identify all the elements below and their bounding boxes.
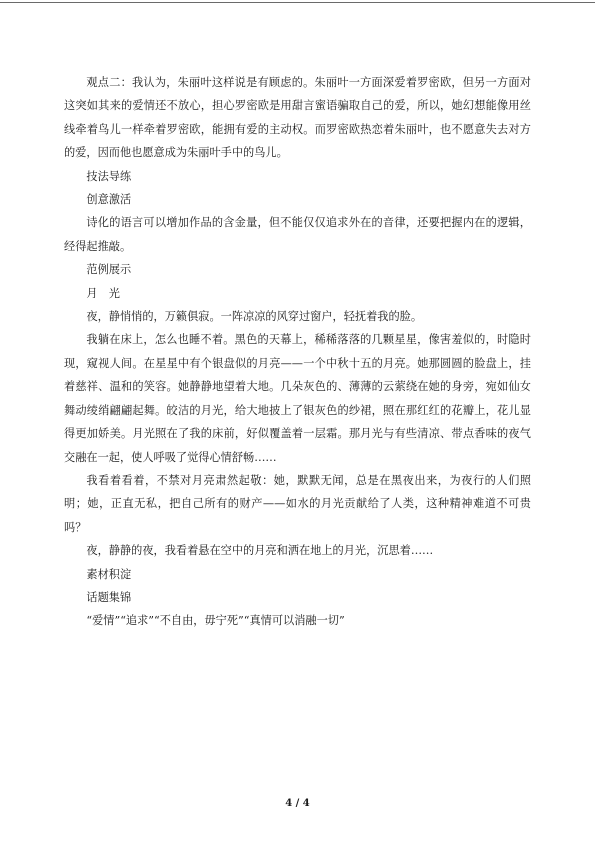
essay-paragraph-3: 我看着看着，不禁对月亮肃然起敬：她，默默无闻，总是在黑夜出来，为夜行的人们照明；她，正直无私，把自己所有的财产——如水的月光贡献给了人类，这种精神难道不可贵吗？ xyxy=(64,473,531,534)
heading-example-display: 范例展示 xyxy=(86,263,132,277)
page-number: 4 / 4 xyxy=(285,798,310,809)
heading-topic-collection: 话题集锦 xyxy=(86,590,132,604)
heading-material-accumulation: 素材积淀 xyxy=(86,567,132,581)
essay-paragraph-4: 夜，静静的夜，我看着悬在空中的月亮和洒在地上的月光，沉思着…… xyxy=(86,544,434,558)
essay-paragraph-1: 夜，静悄悄的，万籁俱寂。一阵凉凉的风穿过窗户，轻抚着我的脸。 xyxy=(86,310,423,324)
heading-creative-activation: 创意激活 xyxy=(86,193,132,207)
paragraph-viewpoint-two: 观点二：我认为，朱丽叶这样说是有顾虑的。朱丽叶一方面深爱着罗密欧，但另一方面对这突如其来的爱情还不放心，担心罗密欧是用甜言蜜语骗取自己的爱，所以，她幻想能像用丝线牵着鸟儿一样牵着罗密欧，能拥有爱的主动权。而罗密欧热恋着朱丽叶，也不愿意失去对方的爱，因而他也愿意成为朱丽叶手中的鸟儿。 xyxy=(64,76,531,160)
document-body xyxy=(64,71,531,633)
paragraph-poetic-language: 诗化的语言可以增加作品的含金量，但不能仅仅追求外在的音律，还要把握内在的逻辑，经得起推敲。 xyxy=(64,216,531,253)
heading-technique-practice: 技法导练 xyxy=(86,169,132,183)
essay-title: 月 光 xyxy=(86,286,120,300)
topic-keywords: “爱情”“追求”“不自由，毋宁死”“真情可以消融一切” xyxy=(86,614,345,628)
essay-paragraph-2: 我躺在床上，怎么也睡不着。黑色的天幕上，稀稀落落的几颗星星，像害羞似的，时隐时现，窥视人间。在星星中有个银盘似的月亮——一个中秋十五的月亮。她那圆圆的脸盘上，挂着慈祥、温和的笑容。她静静地望着大地。几朵灰色的、薄薄的云萦绕在她的身旁，宛如仙女舞动绫绡翩翩起舞。皎洁的月光，给大地披上了银灰色的纱裙，照在那红红的花瓣上，花儿显得更加娇美。月光照在了我的床前，好似覆盖着一层霜。那月光与有些清凉、带点香味的夜气交融在一起，使人呼吸了觉得心情舒畅…… xyxy=(64,333,531,464)
header-rule xyxy=(0,2,595,3)
